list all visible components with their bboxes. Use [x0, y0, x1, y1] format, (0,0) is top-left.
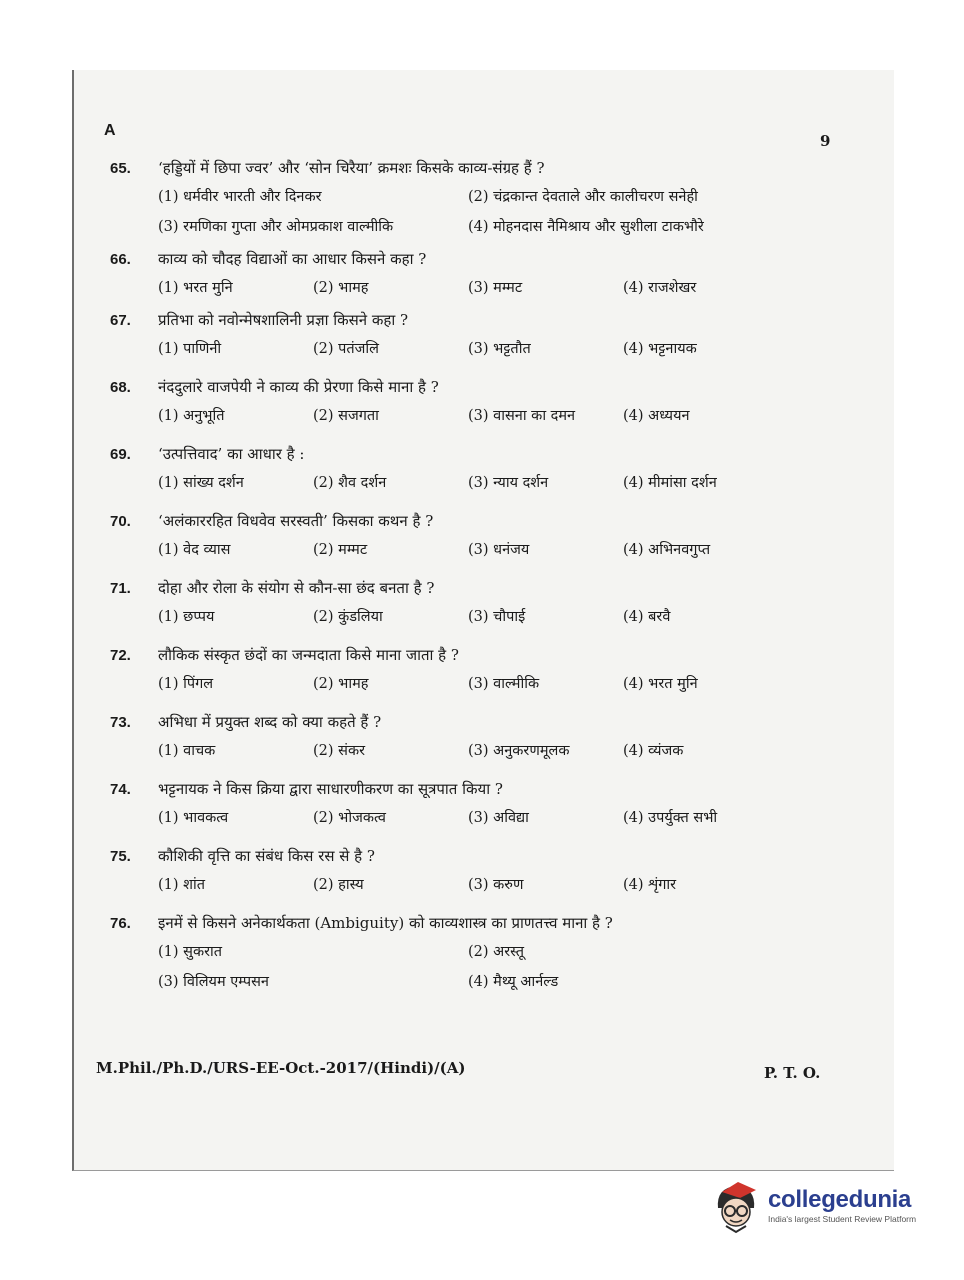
question-text: कौशिकी वृत्ति का संबंध किस रस से है ? — [158, 847, 375, 865]
options — [158, 807, 800, 829]
question-number: 67. — [110, 312, 131, 329]
option-4: (4) उपर्युक्त सभी — [623, 810, 718, 826]
options — [158, 941, 800, 993]
question-text: प्रतिभा को नवोन्मेषशालिनी प्रज्ञा किसने कहा ? — [158, 311, 409, 329]
pto-label: P. T. O. — [764, 1064, 821, 1082]
brand-tagline: India's largest Student Review Platform — [768, 1214, 917, 1224]
option-3: (3) रमणिका गुप्ता और ओमप्रकाश वाल्मीकि — [158, 219, 394, 235]
option-3: (3) चौपाई — [468, 609, 526, 625]
option-3: (3) अविद्या — [468, 810, 529, 826]
option-4: (4) भरत मुनि — [623, 676, 698, 692]
option-4: (4) शृंगार — [623, 877, 677, 893]
question-text: काव्य को चौदह विद्याओं का आधार किसने कहा ? — [158, 250, 427, 268]
question-text: ‘हड्डियों में छिपा ज्वर’ और ‘सोन चिरैया’ क्रमशः किसके काव्य-संग्रह हैं ? — [158, 159, 545, 177]
question-text: लौकिक संस्कृत छंदों का जन्मदाता किसे माना जाता है ? — [158, 646, 459, 664]
option-1: (1) पाणिनी — [158, 341, 222, 357]
question-text: ‘उत्पत्तिवाद’ का आधार है : — [158, 445, 305, 463]
question-70 — [110, 510, 800, 561]
option-1: (1) भरत मुनि — [158, 280, 233, 296]
option-2: (2) पतंजलि — [313, 341, 379, 357]
option-1: (1) सुकरात — [158, 944, 223, 960]
question-text: ‘अलंकाररहित विधवेव सरस्वती’ किसका कथन है ? — [158, 512, 434, 530]
question-text: इनमें से किसने अनेकार्थकता (Ambiguity) को काव्यशास्त्र का प्राणतत्त्व माना है ? — [158, 914, 613, 932]
question-74 — [110, 778, 800, 829]
question-65 — [110, 157, 800, 238]
option-2: (2) भोजकत्व — [313, 810, 386, 826]
option-4: (4) भट्टनायक — [623, 341, 697, 357]
option-2: (2) कुंडलिया — [313, 609, 383, 625]
option-2: (2) मम्मट — [313, 542, 368, 558]
option-1: (1) सांख्य दर्शन — [158, 475, 244, 491]
option-1: (1) वेद व्यास — [158, 542, 231, 558]
option-1: (1) वाचक — [158, 743, 216, 759]
question-68 — [110, 376, 800, 427]
question-number: 73. — [110, 714, 131, 731]
question-number: 71. — [110, 580, 131, 597]
question-number: 76. — [110, 915, 131, 932]
options — [158, 338, 800, 360]
options — [158, 277, 800, 299]
question-number: 72. — [110, 647, 131, 664]
option-4: (4) मीमांसा दर्शन — [623, 475, 717, 491]
option-4: (4) मैथ्यू आर्नल्ड — [468, 974, 559, 990]
option-3: (3) भट्टतौत — [468, 341, 531, 357]
question-number: 66. — [110, 251, 131, 268]
options — [158, 539, 800, 561]
page-number: 9 — [820, 132, 831, 150]
option-3: (3) करुण — [468, 877, 524, 893]
options — [158, 405, 800, 427]
option-2: (2) शैव दर्शन — [313, 475, 387, 491]
question-number: 75. — [110, 848, 131, 865]
exam-code: M.Phil./Ph.D./URS-EE-Oct.-2017/(Hindi)/(A) — [96, 1059, 466, 1077]
question-66 — [110, 248, 800, 299]
question-text: दोहा और रोला के संयोग से कौन-सा छंद बनता है ? — [158, 579, 435, 597]
option-1: (1) पिंगल — [158, 676, 214, 692]
option-2: (2) भामह — [313, 676, 369, 692]
question-75 — [110, 845, 800, 896]
collegedunia-watermark — [708, 1176, 938, 1236]
option-2: (2) भामह — [313, 280, 369, 296]
question-76 — [110, 912, 800, 993]
option-1: (1) छप्पय — [158, 609, 215, 625]
option-4: (4) बरवै — [623, 609, 671, 625]
question-69 — [110, 443, 800, 494]
option-2: (2) हास्य — [313, 877, 364, 893]
question-number: 74. — [110, 781, 131, 798]
options — [158, 673, 800, 695]
option-3: (3) वासना का दमन — [468, 408, 576, 424]
option-1: (1) धर्मवीर भारती और दिनकर — [158, 189, 322, 205]
options — [158, 606, 800, 628]
option-3: (3) मम्मट — [468, 280, 523, 296]
options — [158, 740, 800, 762]
question-number: 70. — [110, 513, 131, 530]
option-4: (4) व्यंजक — [623, 743, 684, 759]
question-text: भट्टनायक ने किस क्रिया द्वारा साधारणीकरण का सूत्रपात किया ? — [158, 780, 503, 798]
student-mascot-icon — [708, 1178, 764, 1234]
question-72 — [110, 644, 800, 695]
option-4: (4) अध्ययन — [623, 408, 690, 424]
question-text: नंददुलारे वाजपेयी ने काव्य की प्रेरणा किसे माना है ? — [158, 378, 439, 396]
question-text: अभिधा में प्रयुक्त शब्द को क्या कहते हैं ? — [158, 713, 382, 731]
question-67 — [110, 309, 800, 360]
question-series: A — [104, 122, 116, 139]
option-3: (3) धनंजय — [468, 542, 530, 558]
option-2: (2) सजगता — [313, 408, 379, 424]
option-4: (4) मोहनदास नैमिश्राय और सुशीला टाकभौरे — [468, 219, 704, 235]
option-1: (1) अनुभूति — [158, 408, 225, 424]
option-3: (3) वाल्मीकि — [468, 676, 540, 692]
option-2: (2) संकर — [313, 743, 366, 759]
options — [158, 874, 800, 896]
question-71 — [110, 577, 800, 628]
option-4: (4) राजशेखर — [623, 280, 697, 296]
question-number: 68. — [110, 379, 131, 396]
option-3: (3) अनुकरणमूलक — [468, 743, 570, 759]
question-number: 69. — [110, 446, 131, 463]
question-list — [110, 157, 800, 993]
brand-name: collegedunia — [768, 1186, 912, 1213]
option-3: (3) न्याय दर्शन — [468, 475, 549, 491]
question-number: 65. — [110, 160, 131, 177]
option-1: (1) भावकत्व — [158, 810, 229, 826]
option-3: (3) विलियम एम्पसन — [158, 974, 269, 990]
options — [158, 472, 800, 494]
question-73 — [110, 711, 800, 762]
option-4: (4) अभिनवगुप्त — [623, 542, 711, 558]
option-2: (2) अरस्तू — [468, 944, 525, 960]
option-2: (2) चंद्रकान्त देवताले और कालीचरण सनेही — [468, 189, 698, 205]
option-1: (1) शांत — [158, 877, 206, 893]
options — [158, 186, 800, 238]
